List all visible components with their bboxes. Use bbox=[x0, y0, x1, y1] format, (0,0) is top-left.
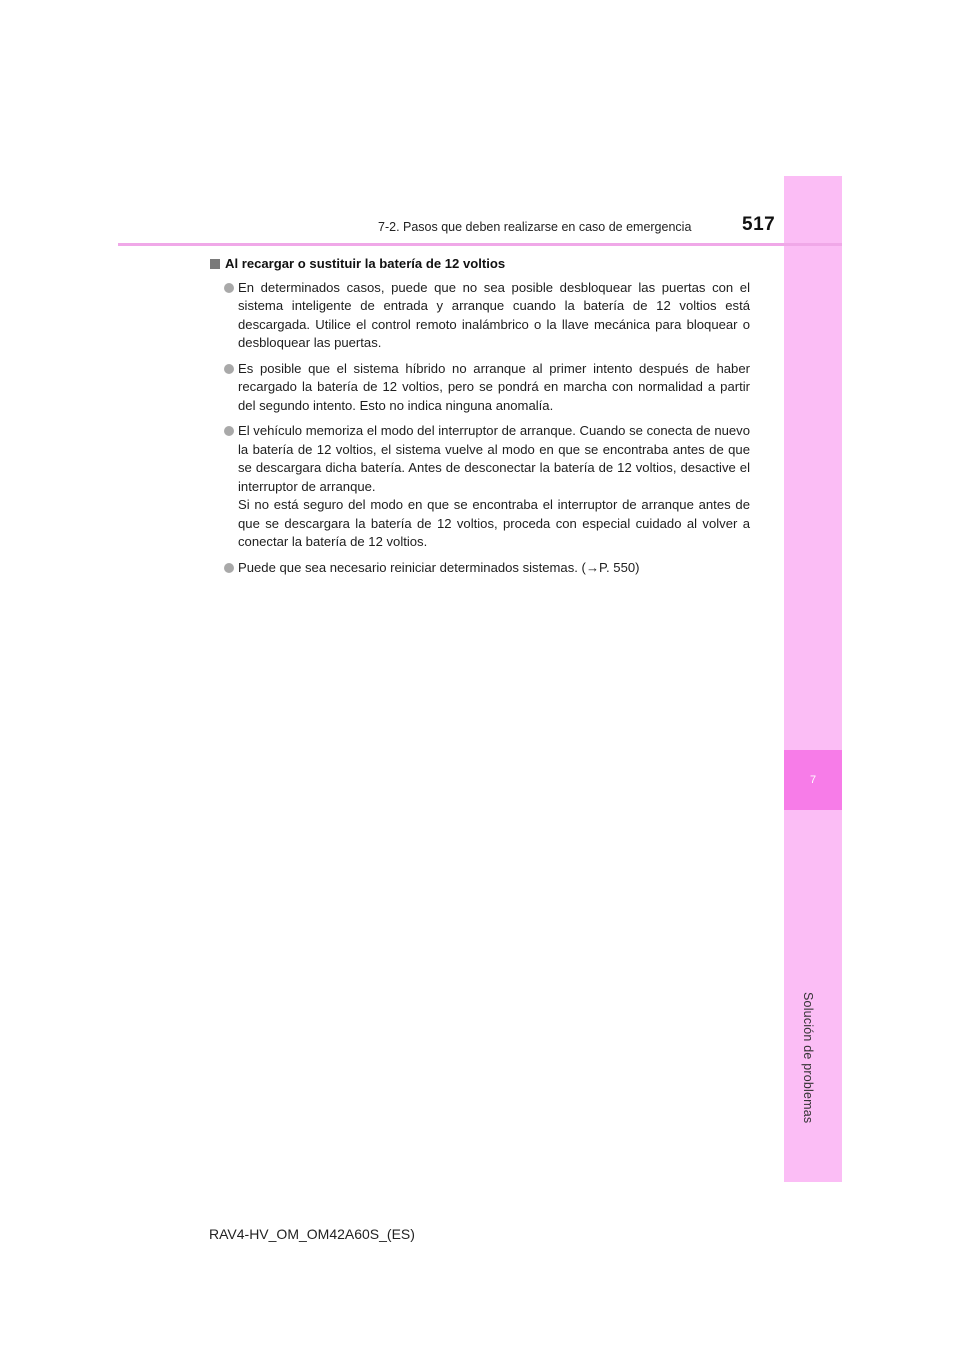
subsection-heading bbox=[210, 255, 750, 274]
circle-bullet-icon bbox=[224, 283, 234, 293]
list-item bbox=[210, 360, 750, 416]
list-item-text: El vehículo memoriza el modo del interruptor de arranque. Cuando se conecta de nuevo la batería de 12 voltios, el sistema vuelve al modo en que se encontraba antes de que se descargara dicha batería. Antes de desconectar la batería de 12 voltios, desactive el interruptor de arranque. bbox=[238, 423, 750, 494]
page-content bbox=[210, 255, 750, 584]
chapter-number-tab[interactable] bbox=[784, 750, 842, 810]
header-divider bbox=[118, 243, 842, 246]
page-number: 517 bbox=[742, 214, 776, 235]
section-title: 7-2. Pasos que deben realizarse en caso de emergencia bbox=[378, 220, 692, 234]
list-item-text: Si no está seguro del modo en que se encontraba el interruptor de arranque antes de que se descargara la batería de 12 voltios, proceda con especial cuidado al volver a conectar la batería de 12 voltios. bbox=[238, 497, 750, 549]
list-item-text: En determinados casos, puede que no sea posible desbloquear las puertas con el sistema inteligente de entrada y arranque cuando la batería de 12 voltios está descargada. Utilice el control remoto inalámbrico o la llave mecánica para bloquear o desbloquear las puertas. bbox=[238, 279, 750, 350]
list-item bbox=[210, 559, 750, 578]
circle-bullet-icon bbox=[224, 364, 234, 374]
chapter-side-tab bbox=[784, 176, 842, 1182]
list-item bbox=[210, 279, 750, 353]
chapter-title: Solución de problemas bbox=[801, 992, 815, 1124]
square-bullet-icon bbox=[210, 259, 220, 269]
subsection-heading-text: Al recargar o sustituir la batería de 12 voltios bbox=[225, 256, 506, 271]
list-item-text: Es posible que el sistema híbrido no arranque al primer intento después de haber recargado la batería de 12 voltios, pero se pondrá en marcha con normalidad a partir del segundo intento. Esto no indica ninguna anomalía. bbox=[238, 360, 750, 413]
list-item bbox=[210, 422, 750, 552]
chapter-number: 7 bbox=[809, 774, 817, 786]
list-item-text: Puede que sea necesario reiniciar determinados sistemas. (→P. 550) bbox=[238, 559, 640, 575]
document-code: RAV4-HV_OM_OM42A60S_(ES) bbox=[209, 1226, 415, 1242]
circle-bullet-icon bbox=[224, 426, 234, 436]
circle-bullet-icon bbox=[224, 563, 234, 573]
